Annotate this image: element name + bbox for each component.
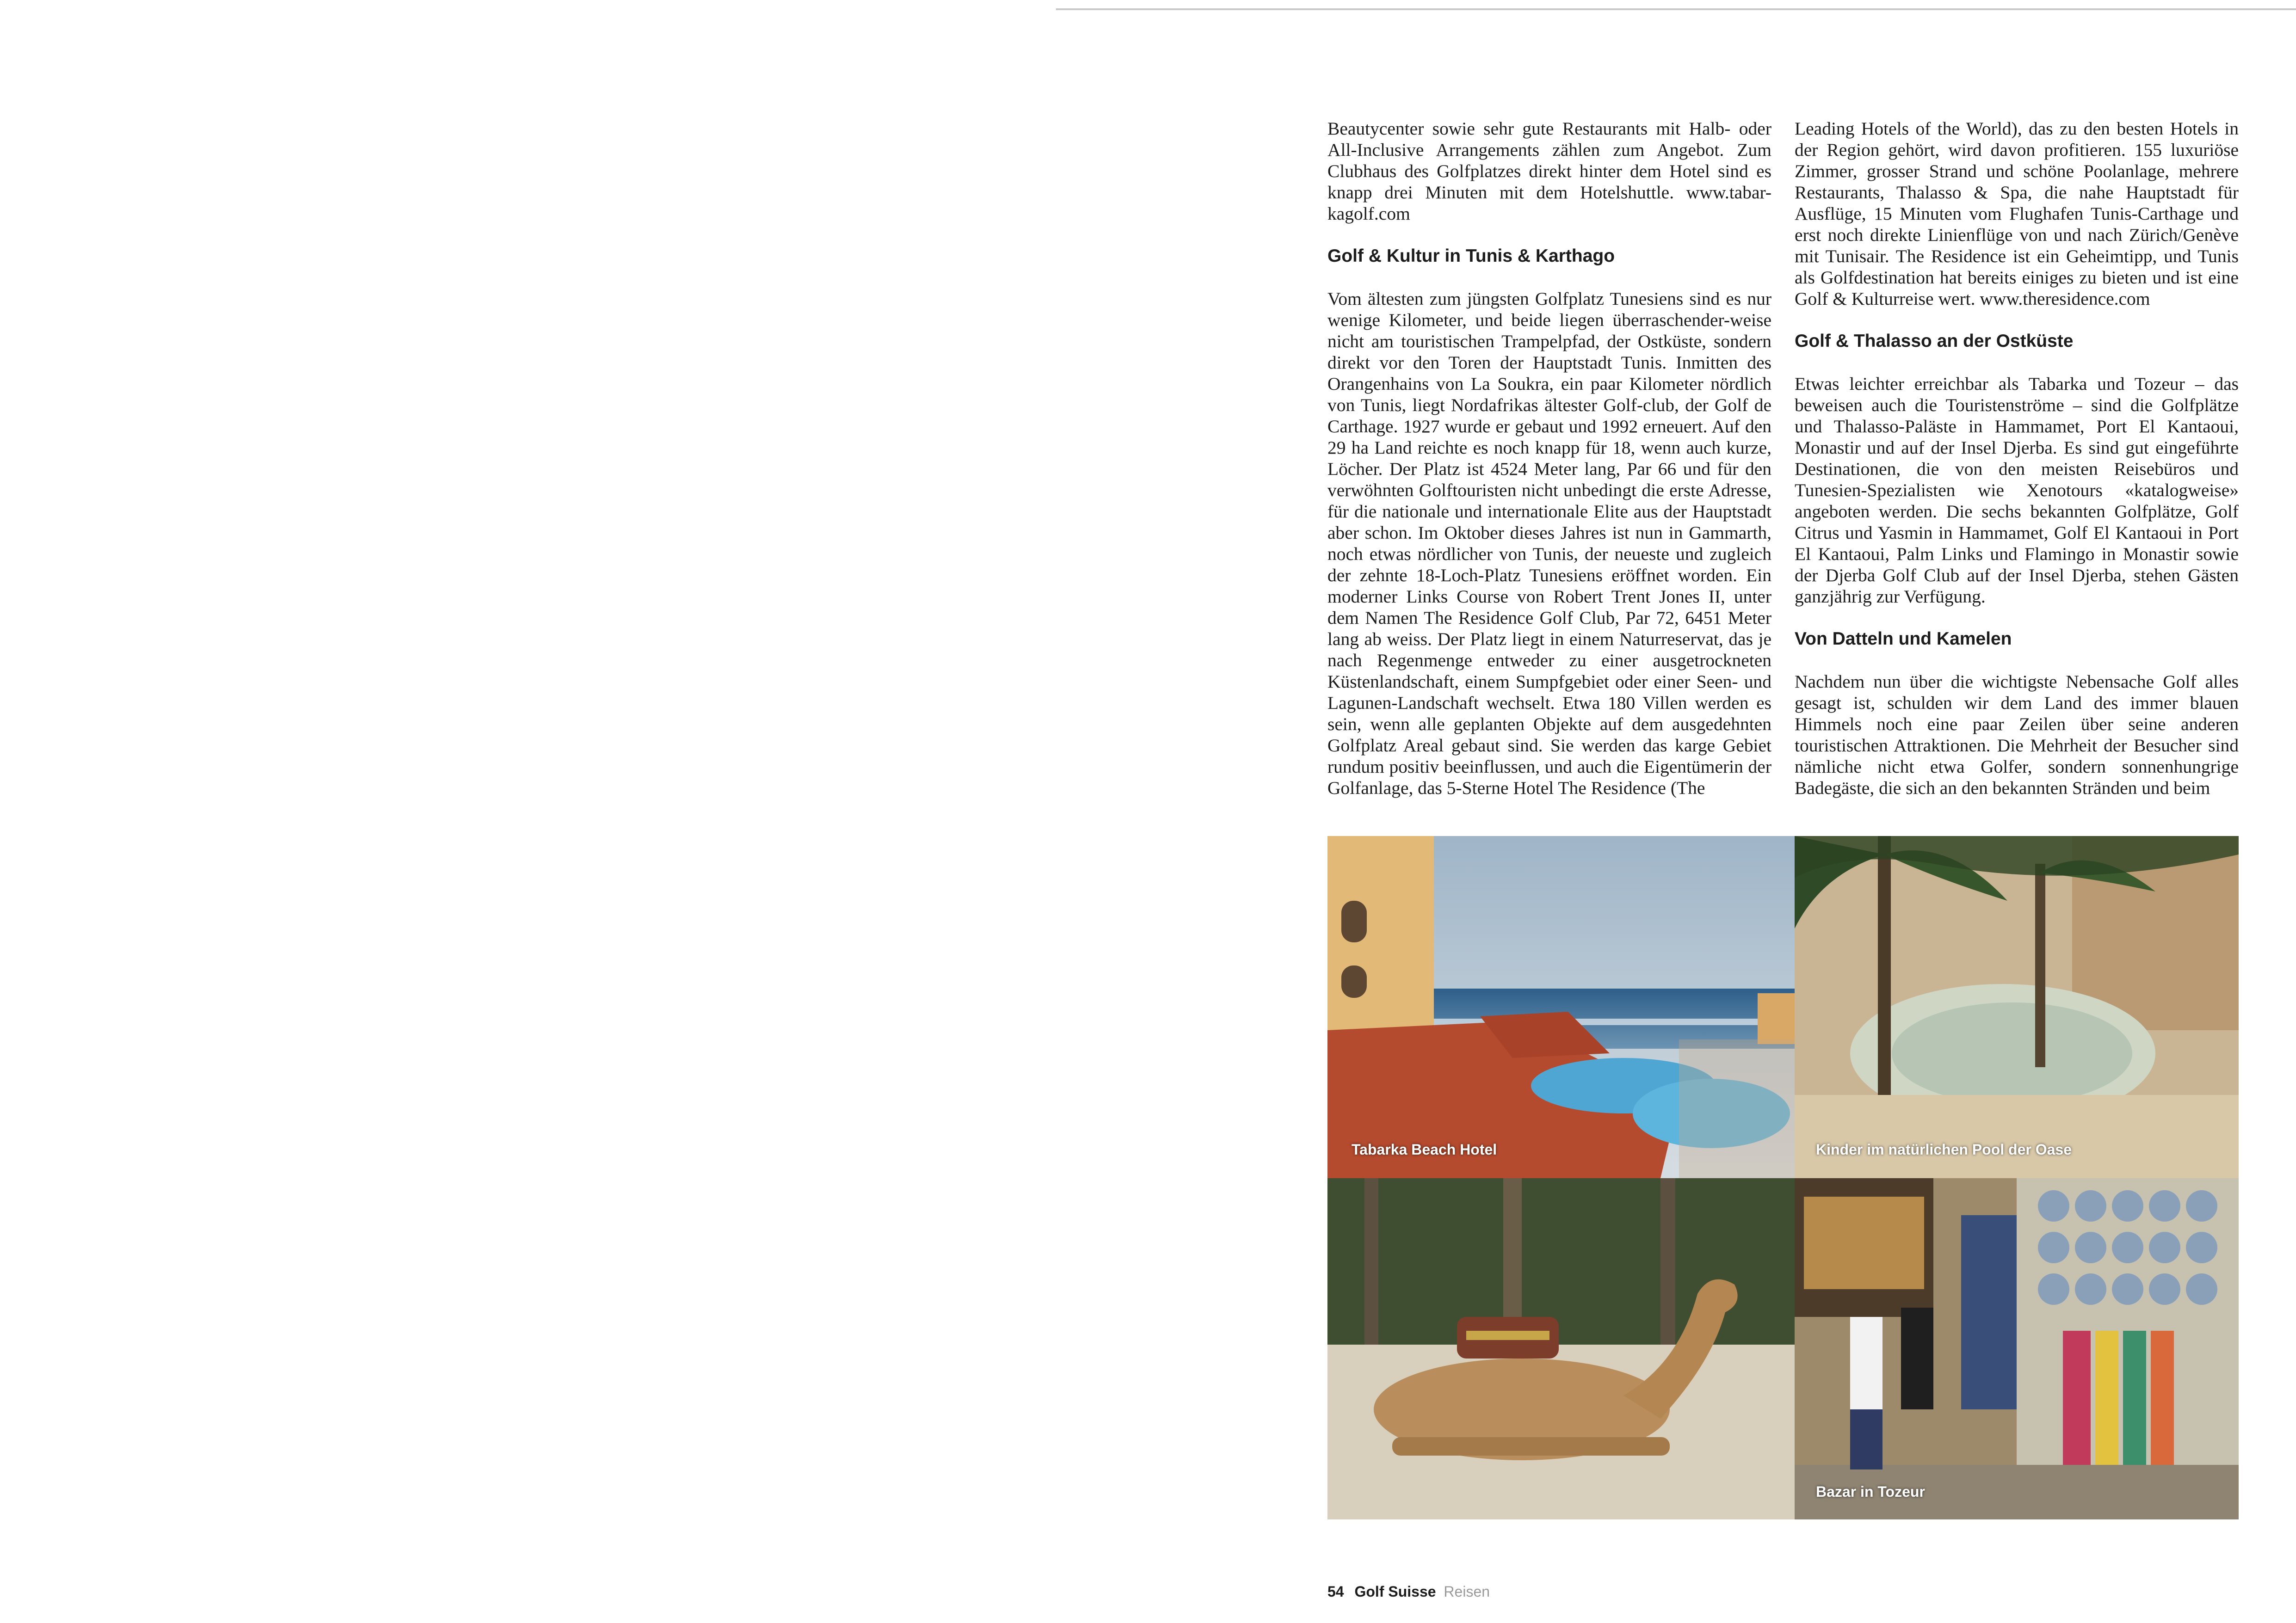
section-heading: Golf & Kultur in Tunis & Karthago — [1327, 246, 1615, 266]
magazine-name: Golf Suisse — [1354, 1583, 1436, 1600]
paragraph: Nachdem nun über die wichtigste Nebensache Golf alles gesagt ist, schulden wir dem Land des immer blauen Himmels noch eine paar Zeilen über seine anderen touristischen Attraktionen. Die Mehrheit der Besucher sind nämliche nicht etwa Golfer, sondern sonnenhungrige Badegäste, die sich an den bekannten Stränden und beim — [1795, 671, 2239, 798]
photo-caption: Tabarka Beach Hotel — [1352, 1141, 1497, 1158]
photo-grid — [1327, 836, 2239, 1519]
photo-hotel-pool — [1327, 836, 1795, 1178]
paragraph: Beautycenter sowie sehr gute Restaurants mit Halb- oder All-Inclusive Arrangements zählen zum Angebot. Zum Clubhaus des Golfplatzes direkt hinter dem Hotel sind es knapp drei Minuten mit dem Hotelshuttle. www.tabar-kagolf.com — [1327, 118, 1771, 224]
photo-camel — [1327, 1178, 1795, 1519]
section-heading: Von Datteln und Kamelen — [1795, 629, 2012, 649]
section-heading: Golf & Thalasso an der Ostküste — [1795, 331, 2074, 351]
photo-bazaar — [1795, 1178, 2239, 1519]
page-footer — [1327, 1583, 1490, 1600]
photo-caption: Bazar in Tozeur — [1816, 1483, 1925, 1500]
section-name: Reisen — [1444, 1583, 1490, 1600]
photo-oasis-pool — [1795, 836, 2239, 1178]
page-number: 54 — [1327, 1583, 1344, 1600]
paragraph: Etwas leichter erreichbar als Tabarka und Tozeur – das beweisen auch die Touristenströme – sind die Golfplätze und Thalasso-Paläste in Hammamet, Port El Kantaoui, Monastir und auf der Insel Djerba. Es sind gut eingeführte Destinationen, die von den meisten Reisebüros und Tunesien-Spezialisten wie Xenotours «katalogweise» angeboten werden. Die sechs bekannten Golfplätze, Golf Citrus und Yasmin in Hammamet, Golf El Kantaoui in Port El Kantaoui, Palm Links und Flamingo in Monastir sowie der Djerba Golf Club auf der Insel Djerba, stehen Gästen ganzjährig zur Verfügung. — [1795, 374, 2239, 607]
text-column-left — [1327, 118, 1771, 799]
top-rule — [1056, 8, 2296, 10]
paragraph: Leading Hotels of the World), das zu den besten Hotels in der Region gehört, wird davon profitieren. 155 luxuriöse Zimmer, grosser Strand und schöne Poolanlage, mehrere Restaurants, Thalasso & Spa, die nahe Hauptstadt für Ausflüge, 15 Minuten vom Flughafen Tunis-Carthage und erst noch direkte Linienflüge von und nach Zürich/Genève mit Tunisair. The Residence ist ein Geheimtipp, und Tunis als Golfdestination hat bereits einiges zu bieten und ist eine Golf & Kulturreise wert. www.theresidence.com — [1795, 118, 2239, 309]
paragraph: Vom ältesten zum jüngsten Golfplatz Tunesiens sind es nur wenige Kilometer, und beide liegen überraschender-weise nicht am touristischen Trampelpfad, der Ostküste, sondern direkt vor den Toren der Hauptstadt Tunis. Inmitten des Orangenhains von La Soukra, ein paar Kilometer nördlich von Tunis, liegt Nordafrikas ältester Golf-club, der Golf de Carthage. 1927 wurde er gebaut und 1992 erneuert. Auf den 29 ha Land reichte es noch knapp für 18, wenn auch kurze, Löcher. Der Platz ist 4524 Meter lang, Par 66 und für den verwöhnten Golftouristen nicht unbedingt die erste Adresse, für die nationale und internationale Elite aus der Hauptstadt aber schon. Im Oktober dieses Jahres ist nun in Gammarth, noch etwas nördlicher von Tunis, der neueste und zugleich der zehnte 18-Loch-Platz Tunesiens eröffnet worden. Ein moderner Links Course von Robert Trent Jones II, unter dem Namen The Residence Golf Club, Par 72, 6451 Meter lang ab weiss. Der Platz liegt in einem Naturreservat, das je nach Regenmenge entweder zu einer ausgetrockneten Küstenlandschaft, einem Sumpfgebiet oder einer Seen- und Lagunen-Landschaft wechselt. Etwa 180 Villen werden es sein, wenn alle geplanten Objekte auf dem ausgedehnten Golfplatz Areal gebaut sind. Sie werden das karge Gebiet rundum positiv beeinflussen, und auch die Eigentümerin der Golfanlage, das 5-Sterne Hotel The Residence (The — [1327, 289, 1771, 798]
photo-caption: Kinder im natürlichen Pool der Oase — [1816, 1141, 2072, 1158]
text-column-right — [1795, 118, 2239, 799]
